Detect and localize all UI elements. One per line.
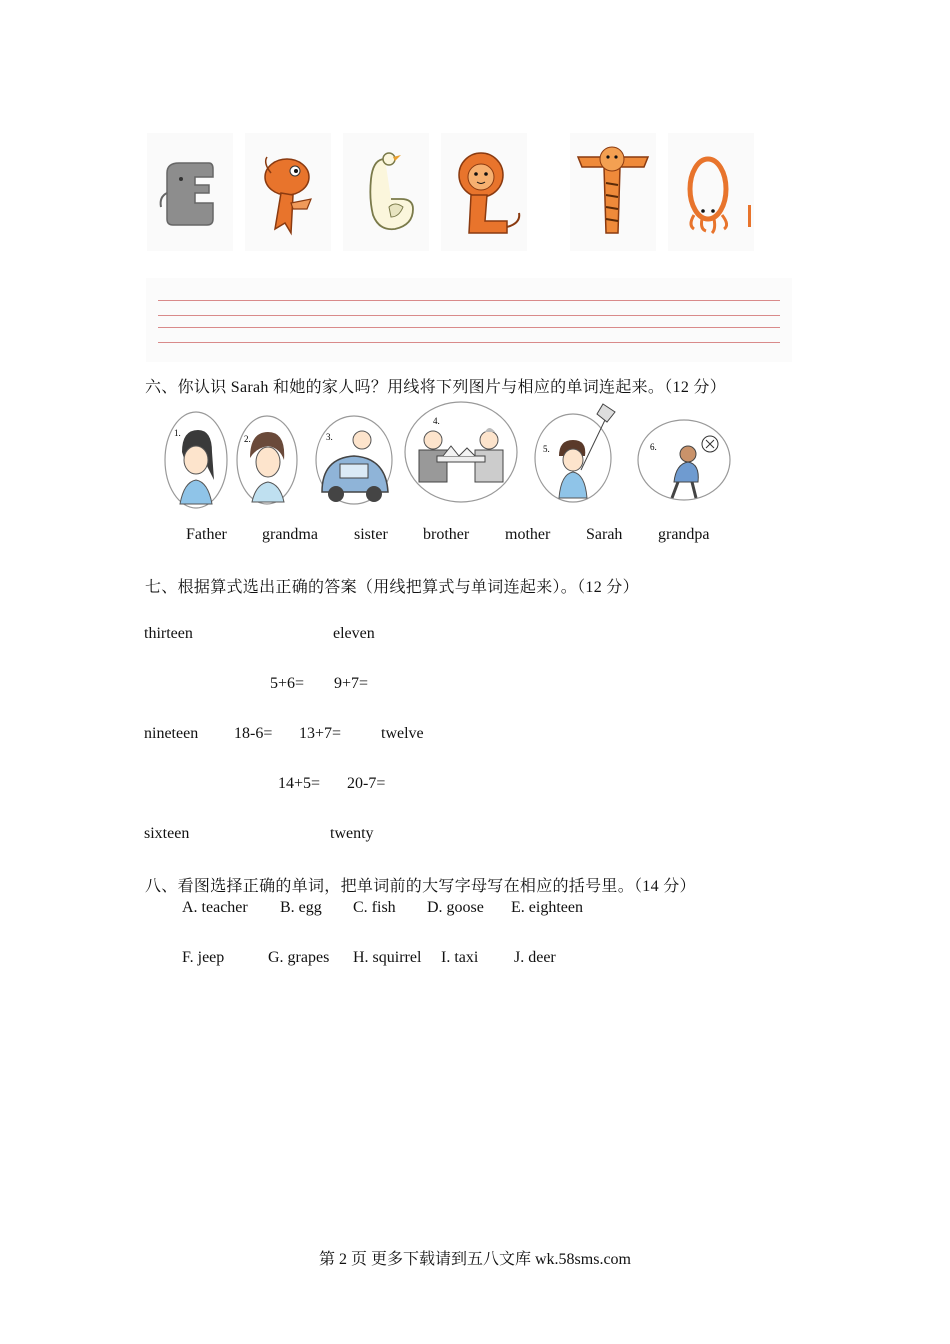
word-nineteen: nineteen — [144, 725, 199, 742]
equation-5-plus-6: 5+6= — [270, 675, 305, 692]
option-g-grapes: G. grapes — [268, 949, 330, 966]
option-c-fish: C. fish — [353, 899, 396, 916]
writing-line-2 — [158, 315, 780, 316]
word-thirteen: thirteen — [144, 625, 193, 642]
word-twelve: twelve — [381, 725, 424, 742]
tiger-t-image — [570, 133, 656, 251]
writing-line-1 — [158, 300, 780, 301]
picture-number-5: 5. — [543, 444, 550, 454]
word-sarah: Sarah — [586, 526, 623, 543]
option-f-jeep: F. jeep — [182, 949, 225, 966]
family-picture-1 — [160, 400, 232, 512]
picture-number-4: 4. — [433, 416, 440, 426]
word-grandpa: grandpa — [658, 526, 710, 543]
section8-heading: 八、看图选择正确的单词，把单词前的大写字母写在相应的括号里。（14 分） — [145, 878, 696, 895]
family-picture-4 — [403, 400, 519, 504]
writing-line-4 — [158, 342, 780, 343]
writing-line-3 — [158, 327, 780, 328]
option-h-squirrel: H. squirrel — [353, 949, 422, 966]
option-b-egg: B. egg — [280, 899, 322, 916]
word-father: Father — [186, 526, 227, 543]
page-footer: 第 2 页 更多下载请到五八文库 wk.58sms.com — [318, 1251, 631, 1268]
word-sixteen: sixteen — [144, 825, 190, 842]
picture-number-6: 6. — [650, 442, 657, 452]
equation-18-minus-6: 18-6= — [234, 725, 273, 742]
word-twenty: twenty — [330, 825, 374, 842]
octopus-o-image — [668, 133, 754, 251]
word-brother: brother — [423, 526, 470, 543]
picture-number-3: 3. — [326, 432, 333, 442]
equation-13-plus-7: 13+7= — [299, 725, 342, 742]
fish-f-image — [245, 133, 331, 251]
equation-20-minus-7: 20-7= — [347, 775, 386, 792]
word-grandma: grandma — [262, 526, 318, 543]
option-d-goose: D. goose — [427, 899, 484, 916]
family-picture-6 — [634, 400, 734, 508]
equation-14-plus-5: 14+5= — [278, 775, 321, 792]
option-a-teacher: A. teacher — [182, 899, 248, 916]
lion-l-image — [441, 133, 527, 251]
word-sister: sister — [354, 526, 388, 543]
section6-heading: 六、你认识 Sarah 和她的家人吗？用线将下列图片与相应的单词连起来。（12 分） — [145, 379, 727, 396]
option-j-deer: J. deer — [514, 949, 556, 966]
word-eleven: eleven — [333, 625, 375, 642]
option-i-taxi: I. taxi — [441, 949, 479, 966]
goose-g-image — [343, 133, 429, 251]
family-picture-5 — [533, 400, 623, 508]
section7-heading: 七、根据算式选出正确的答案（用线把算式与单词连起来）。（12 分） — [145, 579, 639, 596]
elephant-e-image — [147, 133, 233, 251]
family-picture-2 — [234, 400, 300, 512]
family-picture-3 — [314, 400, 394, 512]
option-e-eighteen: E. eighteen — [511, 899, 583, 916]
picture-number-1: 1. — [174, 428, 181, 438]
word-mother: mother — [505, 526, 551, 543]
picture-number-2: 2. — [244, 434, 251, 444]
equation-9-plus-7: 9+7= — [334, 675, 369, 692]
writing-lines — [146, 278, 792, 362]
